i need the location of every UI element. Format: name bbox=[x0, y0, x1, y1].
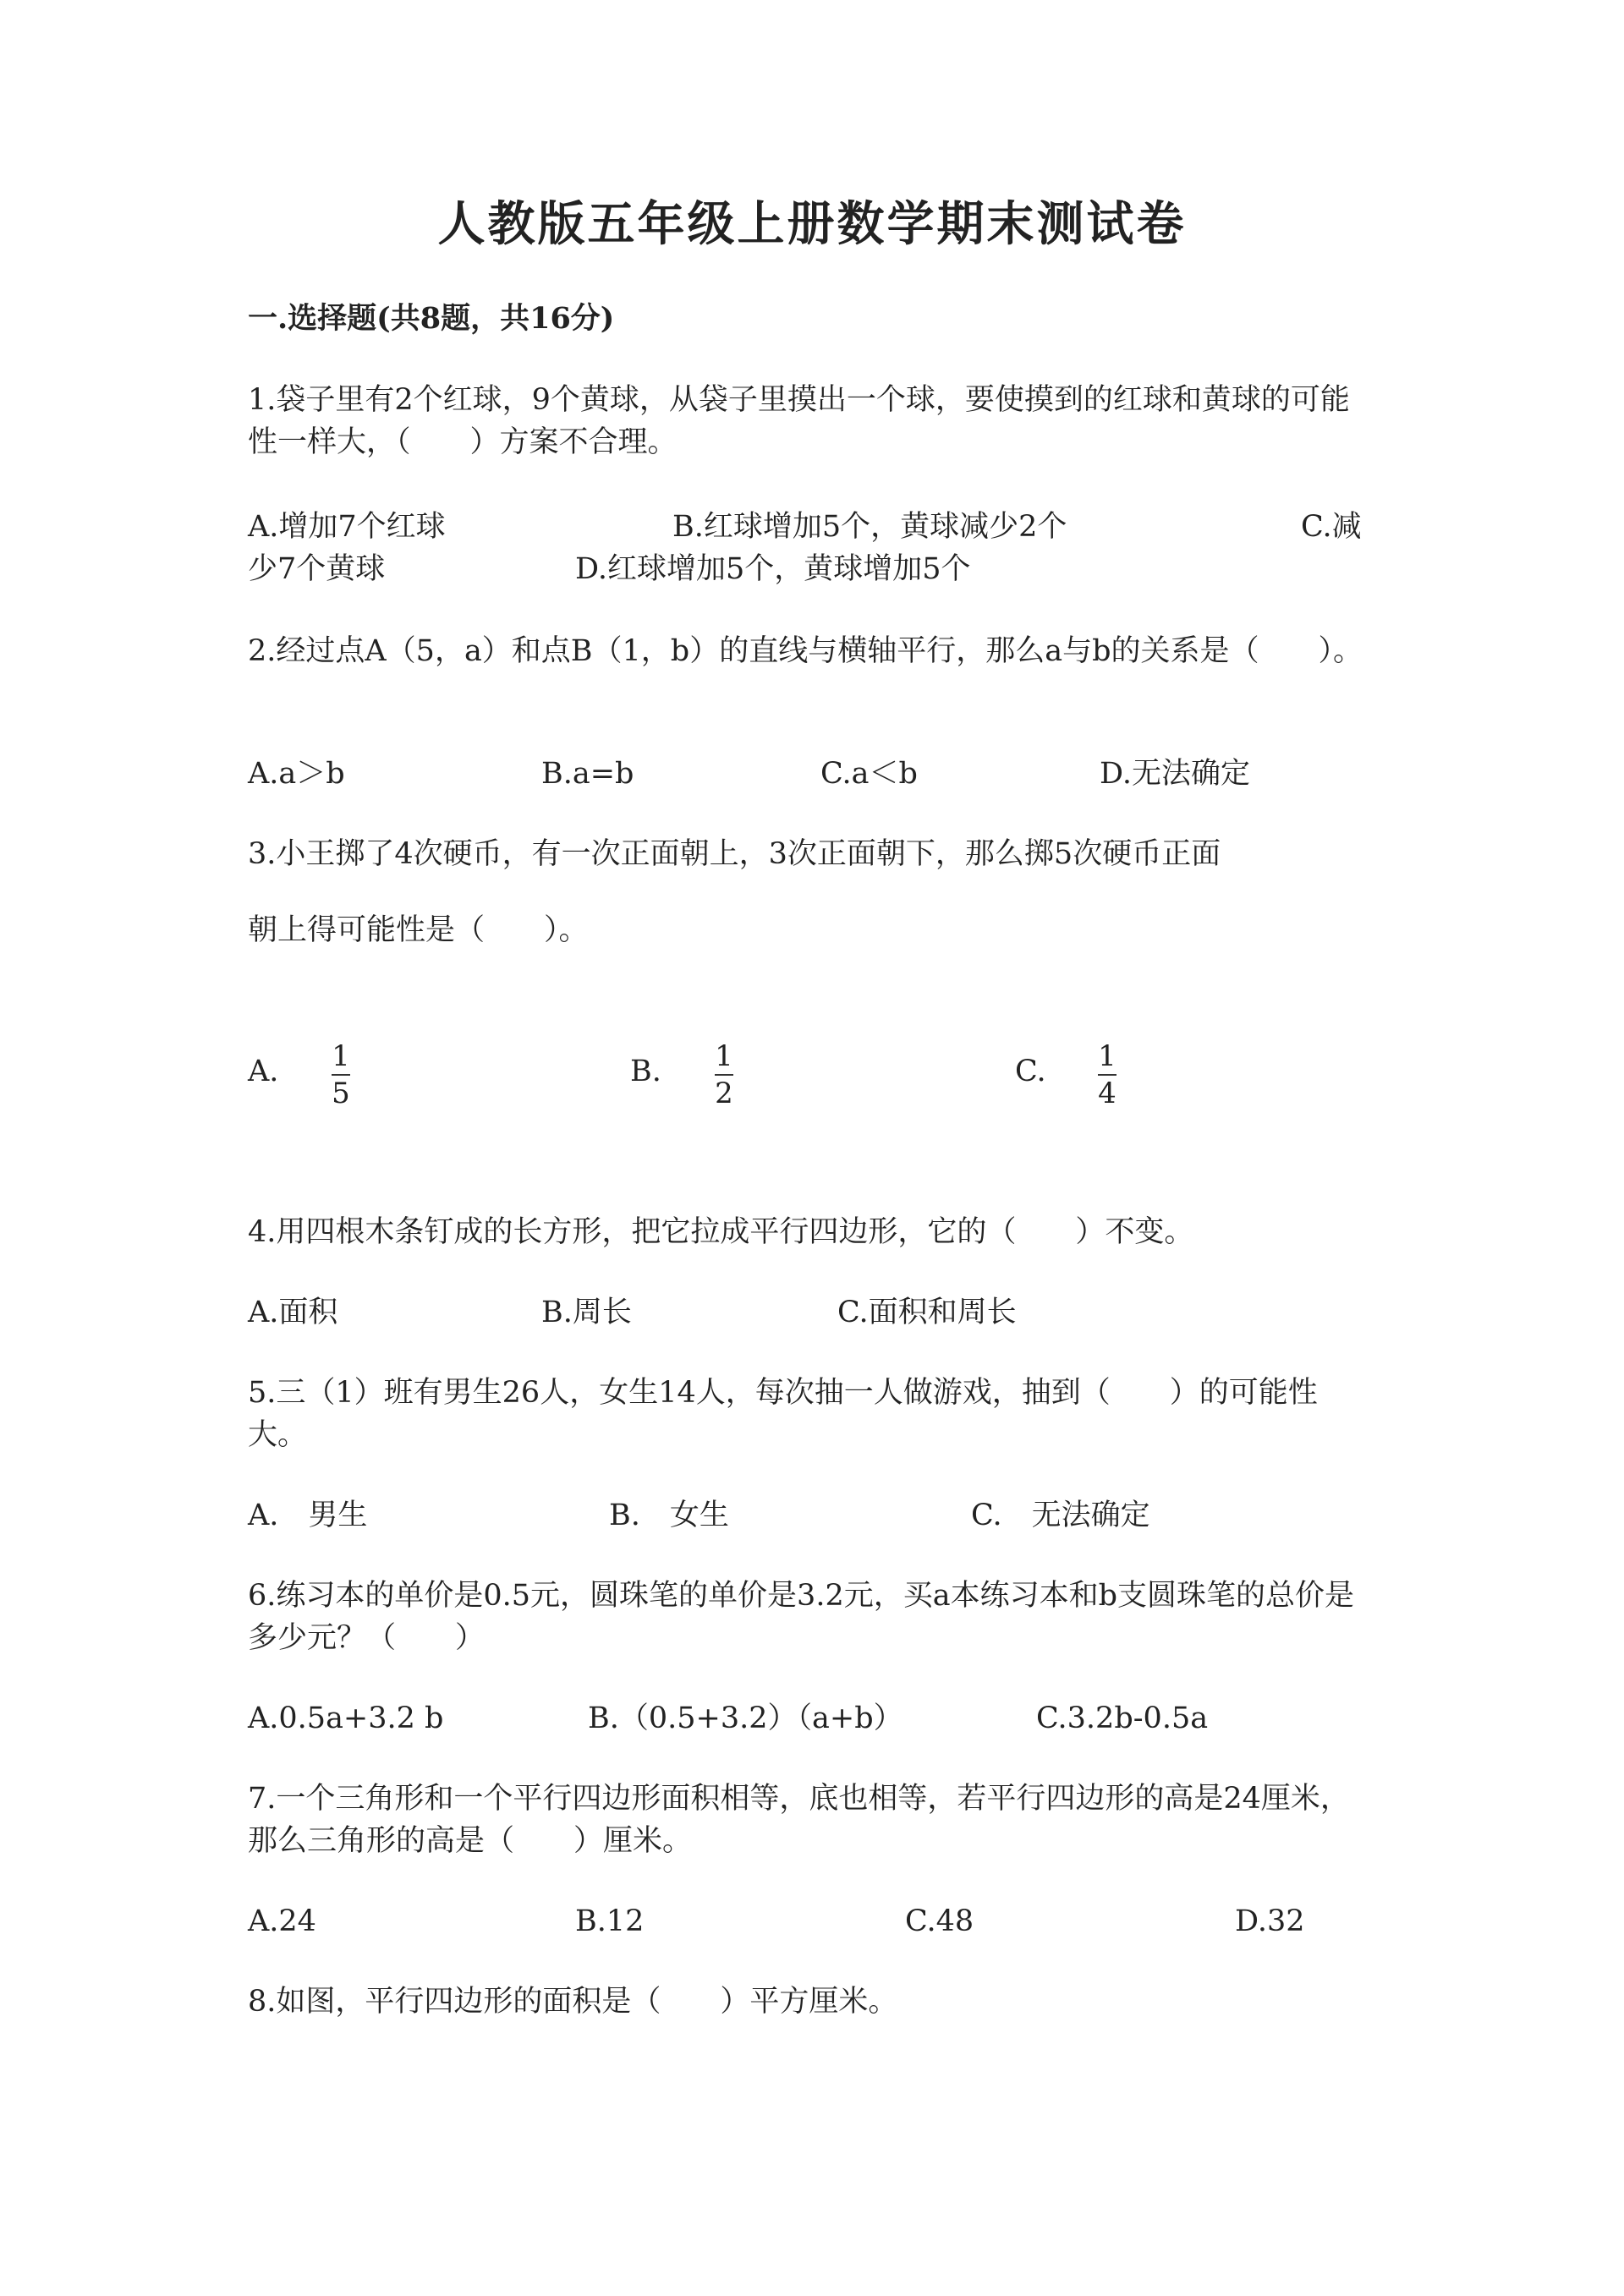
question-4-options bbox=[248, 1291, 1415, 1334]
question-1-option-d[interactable]: D.红球增加5个，黄球增加5个 bbox=[575, 552, 971, 586]
question-8-stem: 8.如图，平行四边形的面积是（ ）平方厘米。 bbox=[248, 1985, 898, 2019]
question-5-option-c[interactable]: C. 无法确定 bbox=[971, 1499, 1150, 1532]
question-4-stem: 4.用四根木条钉成的长方形，把它拉成平行四边形，它的（ ）不变。 bbox=[248, 1215, 1194, 1249]
page-title: 人教版五年级上册数学期末测试卷 bbox=[437, 196, 1187, 252]
question-5-stem: 5.三（1）班有男生26人，女生14人，每次抽一人做游戏，抽到（ ）的可能性大。 bbox=[248, 1376, 1318, 1452]
question-4-option-a[interactable]: A.面积 bbox=[248, 1296, 338, 1329]
question-1-option-a[interactable]: A.增加7个红球 bbox=[248, 510, 446, 544]
fraction-bar bbox=[715, 1074, 733, 1076]
question-7-stem: 7.一个三角形和一个平行四边形面积相等，底也相等，若平行四边形的高是24厘米，那么三角形的高是（ ）厘米。 bbox=[248, 1782, 1350, 1858]
fraction-denominator: 4 bbox=[1098, 1077, 1116, 1110]
question-6-stem: 6.练习本的单价是0.5元，圆珠笔的单价是3.2元，买a本练习本和b支圆珠笔的总价是多少元？（ ） bbox=[248, 1579, 1354, 1655]
question-3-option-b-label[interactable]: B. bbox=[630, 1055, 661, 1088]
question-3-stem-line-1: 3.小王掷了4次硬币，有一次正面朝上，3次正面朝下，那么掷5次硬币正面 bbox=[248, 837, 1221, 871]
question-7-options bbox=[248, 1900, 1415, 1943]
question-6-option-a[interactable]: A.0.5a+3.2 b bbox=[248, 1701, 444, 1735]
question-1-option-c-end[interactable]: 少7个黄球 bbox=[248, 552, 386, 586]
question-1-options-line-2 bbox=[248, 548, 1415, 590]
question-2-option-a[interactable]: A.a＞b bbox=[248, 757, 345, 791]
fraction-bar bbox=[1098, 1074, 1116, 1076]
question-6-options bbox=[248, 1697, 1415, 1740]
question-3-option-c-fraction bbox=[1098, 1040, 1116, 1110]
question-6-option-c[interactable]: C.3.2b-0.5a bbox=[1036, 1701, 1209, 1735]
question-5-option-a[interactable]: A. 男生 bbox=[248, 1499, 368, 1532]
question-4-option-c[interactable]: C.面积和周长 bbox=[837, 1296, 1017, 1329]
fraction-numerator: 1 bbox=[1098, 1039, 1116, 1073]
fraction-numerator: 1 bbox=[332, 1039, 350, 1073]
question-3-option-a-label[interactable]: A. bbox=[248, 1055, 279, 1088]
question-7-option-b[interactable]: B.12 bbox=[575, 1904, 645, 1938]
question-1-options-line-1 bbox=[248, 506, 1415, 548]
question-3-option-a-fraction bbox=[332, 1040, 350, 1110]
question-6-option-b[interactable]: B.（0.5+3.2）（a+b） bbox=[588, 1701, 903, 1735]
question-1-option-c-start[interactable]: C.减 bbox=[1301, 510, 1362, 544]
section-heading: 一.选择题(共8题，共16分) bbox=[248, 301, 615, 336]
fraction-denominator: 5 bbox=[332, 1077, 350, 1110]
fraction-denominator: 2 bbox=[715, 1077, 733, 1110]
question-7-option-a[interactable]: A.24 bbox=[248, 1904, 316, 1938]
question-7-option-c[interactable]: C.48 bbox=[905, 1904, 974, 1938]
question-7-option-d[interactable]: D.32 bbox=[1235, 1904, 1305, 1938]
question-2-option-d[interactable]: D.无法确定 bbox=[1100, 757, 1250, 791]
question-1-option-b[interactable]: B.红球增加5个，黄球减少2个 bbox=[672, 510, 1067, 544]
question-3-option-c-label[interactable]: C. bbox=[1015, 1055, 1046, 1088]
question-2-option-b[interactable]: B.a=b bbox=[541, 757, 634, 791]
question-2-option-c[interactable]: C.a＜b bbox=[820, 757, 918, 791]
fraction-bar bbox=[332, 1074, 350, 1076]
question-5-option-b[interactable]: B. 女生 bbox=[609, 1499, 729, 1532]
question-2-stem: 2.经过点A（5，a）和点B（1，b）的直线与横轴平行，那么a与b的关系是（ ）。 bbox=[248, 634, 1363, 668]
fraction-numerator: 1 bbox=[715, 1039, 733, 1073]
question-1-stem: 1.袋子里有2个红球，9个黄球，从袋子里摸出一个球，要使摸到的红球和黄球的可能性一样大，（ ）方案不合理。 bbox=[248, 383, 1350, 459]
question-5-options bbox=[248, 1494, 1415, 1537]
question-3-option-b-fraction bbox=[715, 1040, 733, 1110]
question-3-stem-line-2: 朝上得可能性是（ ）。 bbox=[248, 913, 589, 947]
question-2-options bbox=[248, 753, 1415, 795]
question-4-option-b[interactable]: B.周长 bbox=[541, 1296, 632, 1329]
